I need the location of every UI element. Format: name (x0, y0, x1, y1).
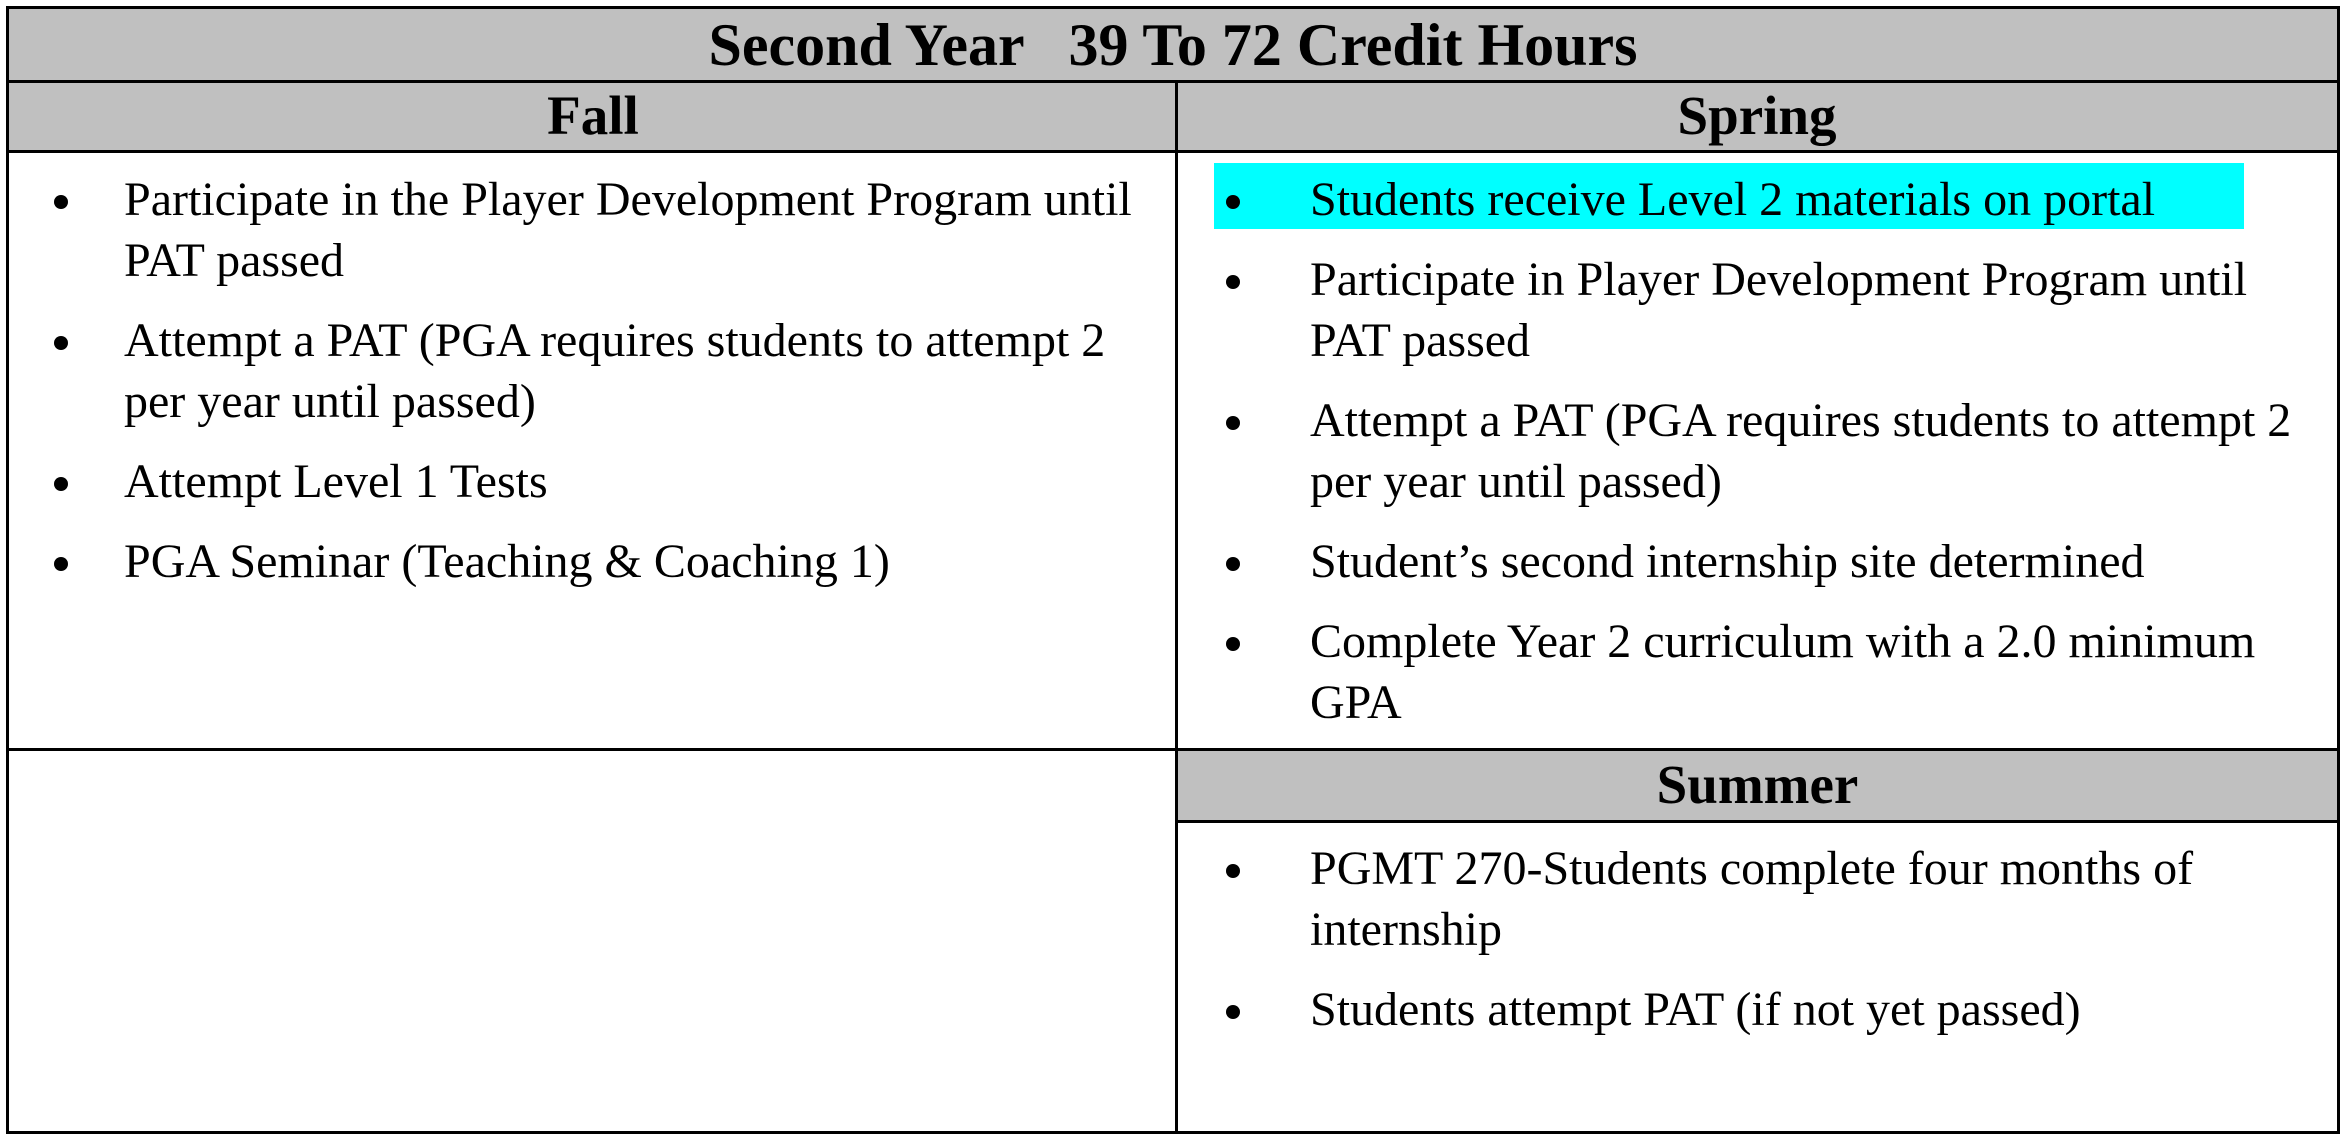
list-item (1310, 390, 2320, 512)
spring-item-text: Complete Year 2 curriculum with a 2.0 minimum GPA (1310, 615, 2256, 729)
spring-item-text: Attempt a PAT (PGA requires students to attempt 2 per year until passed) (1310, 394, 2292, 508)
list-item (1310, 249, 2320, 371)
bullet-icon (54, 477, 68, 491)
spring-item-text: Participate in Player Development Program until PAT passed (1310, 253, 2248, 367)
summer-list (1310, 838, 2320, 1059)
bullet-icon (54, 557, 68, 571)
bullet-icon (1226, 637, 1240, 651)
bullet-icon (54, 336, 68, 350)
list-item (1310, 611, 2320, 733)
table-title: Second Year 39 To 72 Credit Hours (9, 9, 2337, 83)
spring-list (1310, 169, 2320, 752)
fall-item-text: Attempt Level 1 Tests (124, 455, 548, 508)
fall-item-text: PGA Seminar (Teaching & Coaching 1) (124, 535, 890, 588)
list-item (124, 451, 1154, 512)
fall-heading: Fall (9, 83, 1177, 153)
list-item (124, 169, 1154, 291)
bullet-icon (1226, 416, 1240, 430)
bullet-icon (1226, 557, 1240, 571)
fall-list (124, 169, 1154, 611)
bullet-icon (1226, 864, 1240, 878)
column-divider (1175, 83, 1178, 1131)
list-item (1310, 531, 2320, 592)
bullet-icon (1226, 1005, 1240, 1019)
list-item (1310, 838, 2320, 960)
bullet-icon (1226, 275, 1240, 289)
spring-heading: Spring (1177, 83, 2337, 153)
spring-item-text: Student’s second internship site determined (1310, 535, 2145, 588)
list-item (124, 531, 1154, 592)
bullet-icon (54, 195, 68, 209)
spring-item-text: Students receive Level 2 materials on portal (1310, 173, 2156, 226)
summer-heading: Summer (1178, 751, 2337, 823)
fall-item-text: Attempt a PAT (PGA requires students to attempt 2 per year until passed) (124, 314, 1106, 428)
summer-item-text: Students attempt PAT (if not yet passed) (1310, 983, 2081, 1036)
list-item (1310, 169, 2320, 230)
bullet-icon (1226, 195, 1240, 209)
fall-item-text: Participate in the Player Development Program until PAT passed (124, 173, 1132, 287)
list-item (124, 310, 1154, 432)
list-item (1310, 979, 2320, 1040)
summer-item-text: PGMT 270-Students complete four months of internship (1310, 842, 2194, 956)
